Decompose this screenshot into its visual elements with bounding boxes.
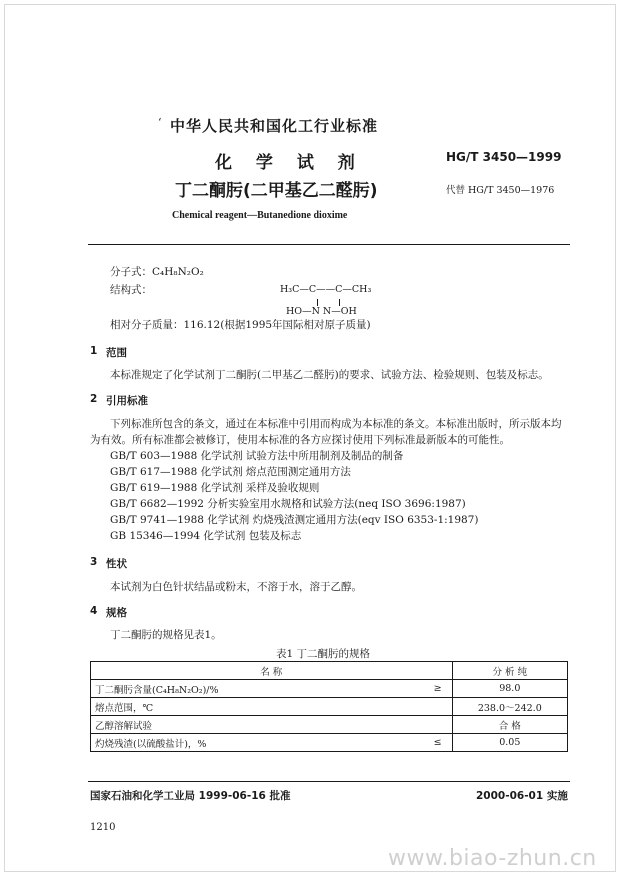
structural-formula (250, 284, 380, 318)
title-line1: 化 学 试 剂 (215, 153, 364, 173)
spec-table (90, 661, 568, 752)
effective-date: 2000-06-01 实施 (476, 790, 568, 802)
header-mark: ‘ (158, 116, 162, 129)
section-3-text: 本试剂为白色针状结晶或粉末，不溶于水，溶于乙醇。 (110, 581, 362, 593)
reference-item: GB/T 6682—1992 分析实验室用水规格和试验方法(neq ISO 3696:1987) (110, 498, 466, 510)
table-row (91, 698, 568, 716)
row-value: 合 格 (452, 716, 567, 734)
section-2-text: 为有效。所有标准都会被修订，使用本标准的各方应探讨使用下列标准最新版本的可能性。 (90, 434, 510, 446)
row-value: 98.0 (452, 680, 567, 698)
structure-bottom: HO—N N—OH (286, 306, 357, 317)
row-name: 丁二酮肟含量(C₄H₈N₂O₂)/% (91, 680, 424, 698)
molecular-formula: 分子式：C₄H₈N₂O₂ (110, 266, 204, 278)
section-3-heading: 性状 (106, 558, 127, 570)
structure-top: H₃C—C——C—CH₃ (280, 284, 372, 295)
row-name: 乙醇溶解试验 (91, 716, 424, 734)
section-1-text: 本标准规定了化学试剂丁二酮肟(二甲基乙二醛肟)的要求、试验方法、检验规则、包装及标志。 (110, 369, 549, 381)
bond-line (317, 299, 318, 306)
table-row (91, 680, 568, 698)
standard-number: HG/T 3450—1999 (446, 150, 562, 164)
page-number: 1210 (90, 822, 116, 833)
reference-item: GB/T 603—1988 化学试剂 试验方法中所用制剂及制品的制备 (110, 450, 404, 462)
column-header-grade: 分 析 纯 (452, 662, 567, 680)
section-3-number: 3 (90, 556, 98, 568)
reference-item: GB 15346—1994 化学试剂 包装及标志 (110, 530, 302, 542)
table-row (91, 734, 568, 752)
section-2-number: 2 (90, 393, 98, 405)
molar-mass: 相对分子质量：116.12(根据1995年国际相对原子质量) (110, 319, 371, 331)
section-4-text: 丁二酮肟的规格见表1。 (110, 629, 222, 641)
issued-by: 国家石油和化学工业局 1999-06-16 批准 (90, 790, 291, 802)
section-4-heading: 规格 (106, 607, 127, 619)
table-caption: 表1 丁二酮肟的规格 (276, 648, 371, 660)
header-divider (88, 244, 570, 245)
row-operator (424, 716, 453, 734)
row-name: 熔点范围，℃ (91, 698, 424, 716)
footer-divider (88, 781, 570, 782)
section-1-number: 1 (90, 345, 98, 357)
row-operator: ≥ (424, 680, 453, 698)
column-header-name: 名 称 (91, 662, 453, 680)
row-operator (424, 698, 453, 716)
bond-line (339, 299, 340, 306)
replaces-standard: 代替 HG/T 3450—1976 (446, 185, 555, 196)
section-2-heading: 引用标准 (106, 395, 148, 407)
org-standard-title: 中华人民共和国化工行业标准 (170, 117, 379, 135)
reference-item: GB/T 619—1988 化学试剂 采样及验收规则 (110, 482, 320, 494)
reference-item: GB/T 9741—1988 化学试剂 灼烧残渣测定通用方法(eqv ISO 6353-1:1987) (110, 514, 479, 526)
row-value: 0.05 (452, 734, 567, 752)
reference-item: GB/T 617—1988 化学试剂 熔点范围测定通用方法 (110, 466, 351, 478)
title-line2: 丁二酮肟(二甲基乙二醛肟) (175, 181, 378, 201)
table-header-row (91, 662, 568, 680)
section-4-number: 4 (90, 605, 98, 617)
section-1-heading: 范围 (106, 347, 127, 359)
section-2-text: 下列标准所包含的条文，通过在本标准中引用而构成为本标准的条文。本标准出版时，所示版本均 (110, 418, 562, 430)
structural-formula-label: 结构式： (110, 284, 152, 296)
table-row (91, 716, 568, 734)
row-value: 238.0～242.0 (452, 698, 567, 716)
row-name: 灼烧残渣(以硫酸盐计)，% (91, 734, 424, 752)
watermark: www.biao-zhun.cn (388, 846, 597, 871)
english-title: Chemical reagent—Butanedione dioxime (172, 210, 348, 221)
row-operator: ≤ (424, 734, 453, 752)
